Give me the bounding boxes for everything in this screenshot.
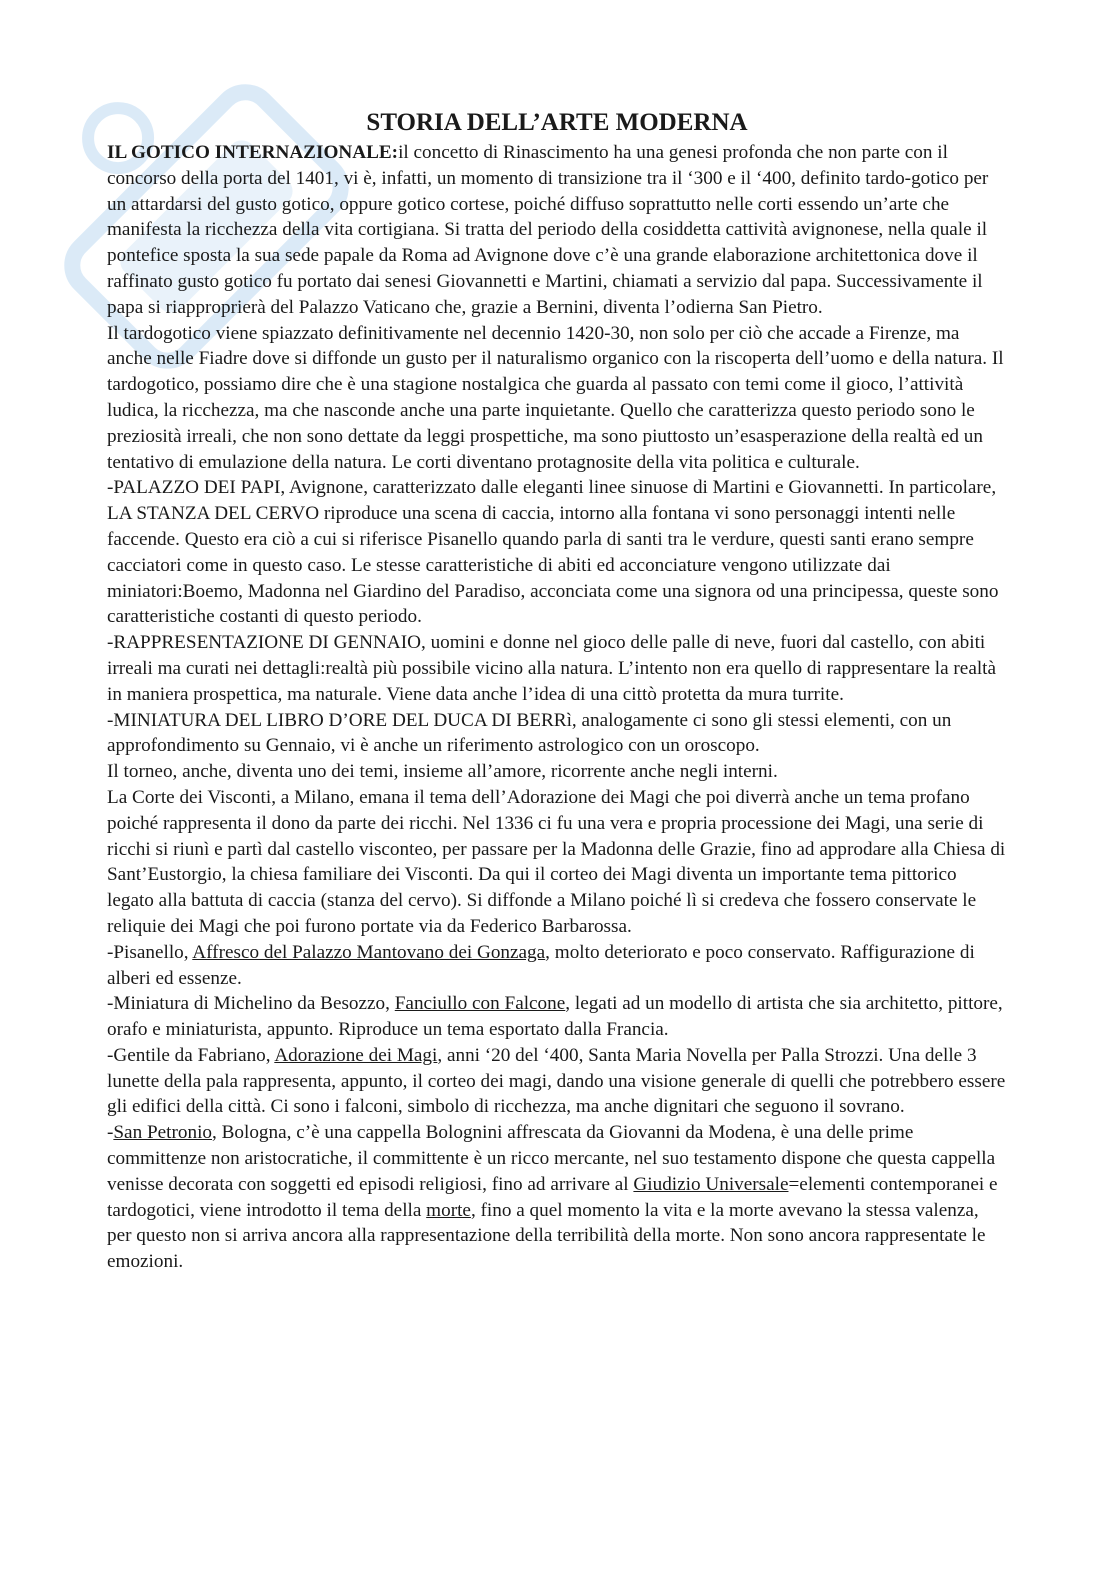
paragraph-miniatura-berri: -MINIATURA DEL LIBRO D’ORE DEL DUCA DI BERRì, analogamente ci sono gli stessi elementi, con un approfondimento su Gennaio, vi è anche un riferimento astrologico con un oroscopo. <box>107 709 952 757</box>
paragraph-visconti: La Corte dei Visconti, a Milano, emana il tema dell’Adorazione dei Magi che poi diverrà anche un tema profano poiché rappresenta il dono da parte dei ricchi. Nel 1336 ci fu una vera e propria processione dei Magi, una serie di ricchi si riunì e partì dal castello visconteo, per passare per la Madonna delle Grazie, fino ad approdare alla Chiesa di Sant’Eustorgio, la chiesa familiare dei Visconti. Da qui il corteo dei Magi diventa un importante tema pittorico legato alla battuta di caccia (stanza del cervo). Si diffonde a Milano poiché lì si credeva che fossero conservate le reliquie dei Magi che poi furono portate via da Federico Barbarossa. <box>107 786 1006 937</box>
pisanello-artwork-link: Affresco del Palazzo Mantovano dei Gonzaga <box>192 941 546 963</box>
gentile-suffix: , anni ‘20 del ‘400, Santa Maria Novella per Palla Strozzi. Una delle 3 lunette della pala rappresenta, appunto, il corteo dei magi, dando una visione generale di quelli che potrebbero essere gli edifici della città. Ci sono i falconi, simbolo di ricchezza, ma anche dignitari che seguono il sovrano. <box>107 1044 1006 1118</box>
paragraph-san-petronio <box>107 1120 1007 1275</box>
paragraph-palazzo-dei-papi: -PALAZZO DEI PAPI, Avignone, caratterizzato dalle eleganti linee sinuose di Martini e Giovannetti. In particolare, LA STANZA DEL CERVO riproduce una scena di caccia, intorno alla fontana vi sono personaggi intenti nelle faccende. Questo era ciò a cui si riferisce Pisanello quando parla di santi tra le verdure, questi santi erano sempre cacciatori come in questo caso. Le stesse caratteristiche di abiti ed acconciature vengono utilizzate dai miniatori:Boemo, Madonna nel Giardino del Paradiso, acconciata come una signora od una principessa, queste sono caratteristiche costanti di questo periodo. <box>107 477 999 628</box>
paragraph-tardogotico: Il tardogotico viene spiazzato definitivamente nel decennio 1420-30, non solo per ciò che accade a Firenze, ma anche nelle Fiadre dove si diffonde un gusto per il naturalismo organico con la riscoperta dell’uomo e della natura. Il tardogotico, possiamo dire che è una stagione nostalgica che guarda al passato con temi come il gioco, l’attività ludica, la ricchezza, ma che nasconde anche una parte inquietante. Quello che caratterizza questo periodo sono le preziosità irreali, che non sono dettate da leggi prospettiche, ma sono piuttosto un’esasperazione della realtà ed un tentativo di emulazione della natura. Le corti diventano protagnosite della vita politica e culturale. <box>107 322 1004 473</box>
intro-text: il concetto di Rinascimento ha una genesi profonda che non parte con il concorso della porta del 1401, vi è, infatti, un momento di transizione tra il ‘300 e il ‘400, definito tardo-gotico per un attardarsi del gusto gotico, oppure gotico cortese, poiché diffuso soprattutto nelle corti essendo un’arte che manifesta la ricchezza della vita cortigiana. Si tratta del periodo della cosiddetta cattività avignonese, nella quale il pontefice sposta la sua sede papale da Roma ad Avignone dove c’è una grande elaborazione architettonica dove il raffinato gusto gotico fu portato dai senesi Giovannetti e Martini, chiamati a servizio dal papa. Successivamente il papa si riapproprierà del Palazzo Vaticano che, grazie a Bernini, diventa l’odierna San Pietro. <box>107 142 989 318</box>
pisanello-prefix: -Pisanello, <box>107 941 193 963</box>
document-page <box>107 108 1007 1275</box>
section-heading: IL GOTICO INTERNAZIONALE: <box>107 142 399 163</box>
pisanello-suffix: , molto deteriorato e poco conservato. Raffigurazione di alberi ed essenze. <box>107 941 975 989</box>
paragraph-pisanello <box>107 940 1007 992</box>
michelino-suffix: , legati ad un modello di artista che sia architetto, pittore, orafo e miniaturista, appunto. Riproduce un tema esportato dalla Francia. <box>107 993 1003 1041</box>
san-petronio-link: San Petronio <box>113 1122 212 1144</box>
paragraph-gennaio: -RAPPRESENTAZIONE DI GENNAIO, uomini e donne nel gioco delle palle di neve, fuori dal castello, con abiti irreali ma curati nei dettagli:realtà più possibile vicino alla natura. L’intento non era quello di rappresentare la realtà in maniera prospettica, ma naturale. Viene data anche l’idea di una cittò protetta da mura turrite. <box>107 632 997 705</box>
gentile-artwork-link: Adorazione dei Magi <box>274 1044 438 1066</box>
paragraph-gentile <box>107 1043 1007 1120</box>
document-title: STORIA DELL’ARTE MODERNA <box>366 109 748 136</box>
giudizio-universale-link: Giudizio Universale <box>633 1173 789 1195</box>
paragraph-michelino <box>107 991 1007 1043</box>
petronio-text-2: =elementi contemporanei e tardogotici, viene introdotto il tema della <box>107 1173 998 1221</box>
michelino-prefix: -Miniatura di Michelino da Besozzo, <box>107 993 395 1015</box>
morte-link: morte <box>426 1199 471 1221</box>
gentile-prefix: -Gentile da Fabriano, <box>107 1044 275 1066</box>
petronio-text-1: , Bologna, c’è una cappella Bolognini affrescata da Giovanni da Modena, è una delle prime committenze non aristocratiche, il committente è un ricco mercante, nel suo testamento dispone che questa cappella venisse decorata con soggetti ed episodi religiosi, fino ad arrivare al <box>107 1122 996 1195</box>
petronio-text-3: , fino a quel momento la vita e la morte avevano la stessa valenza, per questo non si arriva ancora alla rappresentazione della terribilità della morte. Non sono ancora rappresentate le emozioni. <box>107 1199 986 1273</box>
petronio-prefix: - <box>107 1122 114 1144</box>
paragraph-torneo: Il torneo, anche, diventa uno dei temi, insieme all’amore, ricorrente anche negli interni. <box>107 761 778 783</box>
michelino-artwork-link: Fanciullo con Falcone <box>394 993 566 1015</box>
intro-paragraph <box>107 140 1007 321</box>
